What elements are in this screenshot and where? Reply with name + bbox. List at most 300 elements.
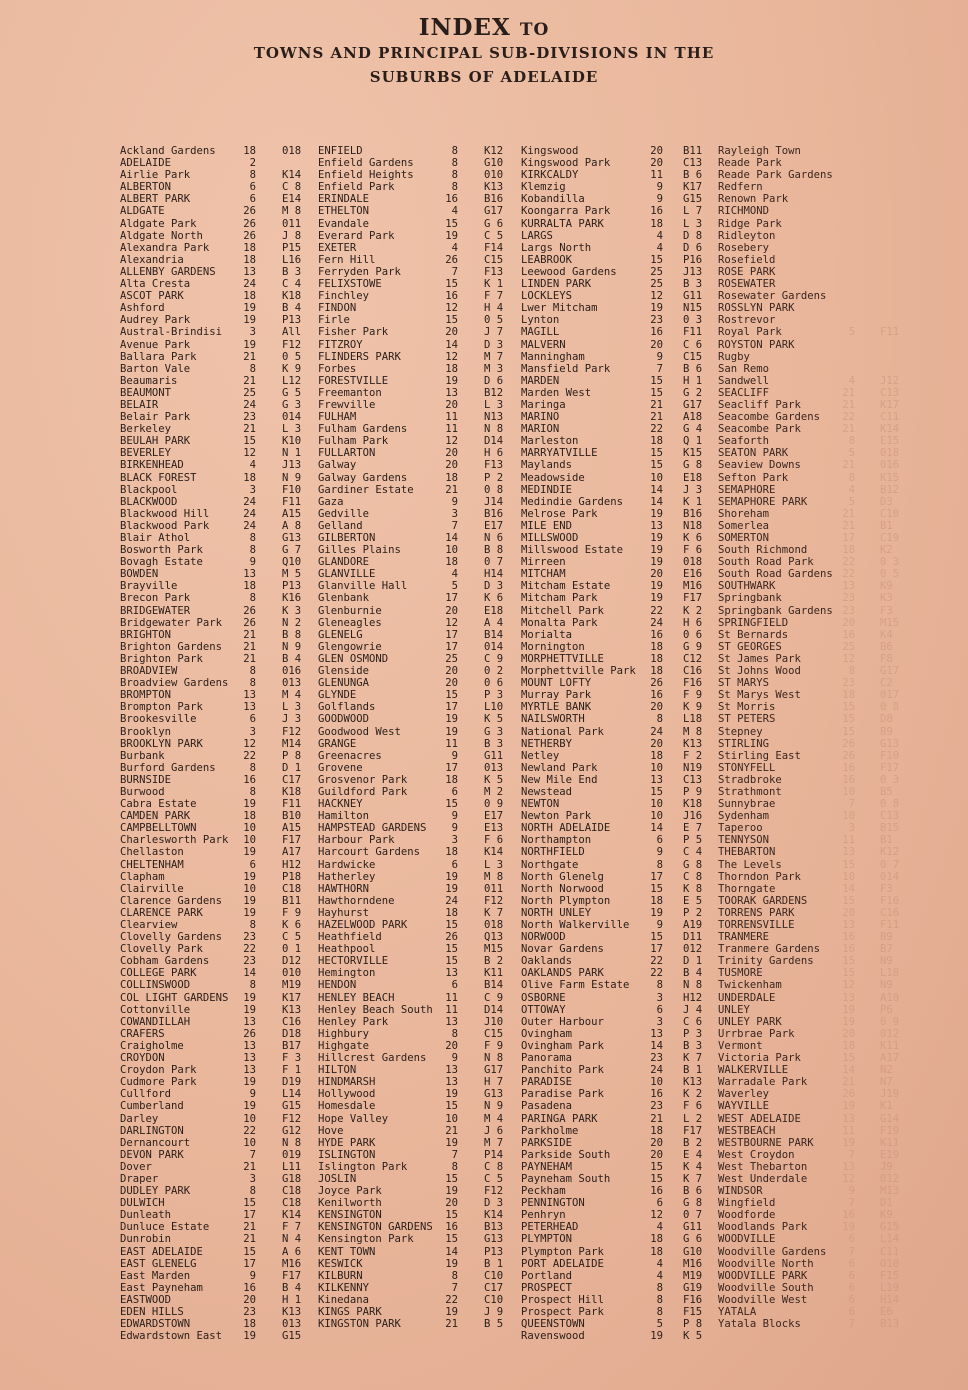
entry-name: QUEENSTOWN: [521, 1318, 585, 1331]
entry-name: Aldgate North: [120, 229, 203, 242]
entry-grid-ref: G13: [282, 532, 302, 544]
entry-name: Cobham Gardens: [120, 955, 210, 968]
entry-map-page: 19: [650, 302, 663, 315]
entry-map-page: 16: [842, 761, 855, 774]
entry-name: Renown Park: [718, 193, 789, 206]
entry-map-page: 16: [650, 628, 663, 641]
entry-map-page: 16: [842, 773, 855, 786]
entry-grid-ref: E16: [683, 568, 703, 581]
entry-grid-ref: K 3: [282, 604, 302, 617]
entry-name: MILE END: [521, 519, 573, 532]
entry-name: St Marys West: [718, 689, 801, 702]
entry-map-page: 20: [445, 1197, 458, 1210]
entry-grid-ref: E 4: [683, 1148, 703, 1161]
entry-map-page: 19: [650, 1330, 663, 1343]
entry-map-page: 18: [842, 689, 855, 702]
entry-map-page: 14: [650, 483, 663, 496]
entry-map-page: 11: [445, 411, 458, 424]
entry-name: Murray Park: [521, 689, 592, 702]
entry-map-page: 8: [848, 435, 855, 448]
entry-map-page: 18: [445, 471, 458, 484]
entry-name: ERINDALE: [318, 193, 370, 206]
entry-map-page: 23: [842, 592, 855, 605]
entry-name: Grovene: [318, 761, 363, 774]
entry-map-page: 23: [243, 1306, 256, 1318]
entry-name: Somerlea: [718, 519, 770, 532]
entry-name: SOMERTON: [718, 532, 770, 544]
entry-map-page: 6: [848, 1269, 855, 1282]
entry-map-page: 15: [445, 278, 458, 291]
entry-name: Woodlands Park: [718, 1221, 808, 1234]
entry-map-page: 17: [243, 1209, 256, 1222]
entry-map-page: 8: [249, 1185, 256, 1198]
entry-map-page: 7: [451, 1281, 458, 1294]
entry-map-page: 19: [445, 374, 458, 387]
entry-name: Broadview Gardens: [120, 677, 229, 690]
entry-map-page: 15: [650, 931, 663, 944]
entry-grid-ref: K14: [880, 423, 900, 436]
entry-map-page: 19: [650, 580, 663, 593]
entry-grid-ref: 0 8: [484, 483, 504, 496]
entry-map-page: 21: [243, 628, 256, 641]
entry-name: Blackwood Park: [120, 519, 210, 532]
entry-map-page: 10: [445, 1112, 458, 1125]
entry-map-page: 20: [445, 1039, 458, 1052]
entry-name: MILLSWOOD: [521, 532, 579, 544]
entry-grid-ref: B13: [484, 1221, 504, 1234]
entry-name: UNLEY PARK: [718, 1015, 782, 1028]
entry-map-page: 6: [848, 1233, 855, 1246]
entry-name: Greenacres: [318, 749, 382, 762]
entry-grid-ref: M 7: [484, 1136, 504, 1149]
entry-grid-ref: K 9: [683, 701, 703, 714]
entry-map-page: 9: [249, 556, 256, 569]
entry-name: Trinity Gardens: [718, 955, 814, 968]
entry-name: Clovelly Park: [120, 943, 203, 956]
entry-grid-ref: C13: [683, 773, 703, 786]
entry-map-page: 18: [650, 217, 663, 230]
entry-grid-ref: N 8: [484, 1052, 504, 1065]
entry-name: Glenbank: [318, 592, 370, 605]
entry-map-page: 16: [445, 1221, 458, 1234]
entry-name: THEBARTON: [718, 846, 776, 859]
entry-grid-ref: F17: [282, 1269, 302, 1282]
entry-map-page: 18: [445, 556, 458, 569]
entry-name: ROSE PARK: [718, 265, 776, 278]
entry-map-page: 8: [451, 1027, 458, 1040]
entry-name: SEATON PARK: [718, 447, 789, 460]
entry-name: Austral-Brindisi: [120, 326, 223, 339]
entry-map-page: 18: [650, 665, 663, 678]
entry-map-page: 15: [650, 785, 663, 798]
entry-grid-ref: K13: [683, 1076, 703, 1089]
entry-map-page: 7: [656, 362, 663, 375]
entry-name: Blackpool: [120, 483, 178, 496]
entry-name: Largs North: [521, 241, 592, 254]
entry-name: MORPHETTVILLE: [521, 652, 604, 665]
entry-grid-ref: C16: [282, 1015, 302, 1028]
entry-grid-ref: L 2: [683, 1112, 703, 1125]
entry-name: Stepney: [718, 725, 763, 738]
entry-name: Springbank: [718, 592, 782, 605]
entry-name: KINGSTON PARK: [318, 1318, 401, 1331]
entry-map-page: 25: [243, 386, 256, 399]
entry-name: KILBURN: [318, 1269, 363, 1282]
entry-name: OSBORNE: [521, 991, 566, 1004]
entry-name: Galway: [318, 459, 357, 472]
entry-name: Kobandilla: [521, 193, 585, 206]
subtitle-line-2: SUBURBS OF ADELAIDE: [369, 68, 599, 86]
entry-grid-ref: G 8: [683, 858, 703, 871]
entry-grid-ref: F3: [880, 882, 893, 895]
title-main: INDEX: [418, 14, 511, 41]
entry-name: ST MARYS: [718, 677, 770, 690]
entry-grid-ref: G17: [484, 1064, 504, 1077]
entry-name: Evandale: [318, 217, 370, 230]
entry-name: BEAUMONT: [120, 386, 172, 399]
entry-name: Morialta: [521, 628, 573, 641]
entry-name: Millswood Estate: [521, 544, 624, 557]
entry-name: BIRKENHEAD: [120, 459, 184, 472]
entry-name: Seacombe Park: [718, 423, 801, 436]
entry-grid-ref: F 7: [282, 1221, 302, 1234]
entry-name: Rosebery: [718, 241, 770, 254]
entry-name: GILBERTON: [318, 532, 376, 544]
entry-grid-ref: B12: [880, 483, 900, 496]
entry-grid-ref: C15: [484, 253, 504, 266]
entry-grid-ref: K10: [282, 435, 302, 448]
entry-name: Enfield Gardens: [318, 157, 414, 170]
entry-map-page: 15: [650, 374, 663, 387]
entry-grid-ref: L 3: [282, 701, 302, 714]
entry-name: UNLEY: [718, 1003, 750, 1016]
entry-name: Hamilton: [318, 810, 370, 823]
entry-grid-ref: N9: [880, 955, 893, 968]
entry-map-page: 4: [249, 459, 256, 472]
entry-name: Stirling East: [718, 749, 801, 762]
entry-map-page: 16: [842, 931, 855, 944]
entry-grid-ref: C16: [880, 906, 900, 919]
entry-grid-ref: P 9: [683, 785, 703, 798]
entry-map-page: 19: [243, 1100, 256, 1113]
entry-grid-ref: A10: [880, 991, 900, 1004]
entry-name: Shoreham: [718, 507, 770, 520]
entry-map-page: 6: [848, 1257, 855, 1270]
entry-grid-ref: C 5: [484, 1172, 504, 1185]
entry-grid-ref: F 9: [683, 689, 703, 702]
entry-grid-ref: K17: [683, 181, 703, 194]
entry-grid-ref: P18: [282, 870, 302, 883]
entry-name: Brighton Park: [120, 652, 203, 665]
entry-grid-ref: G 7: [282, 544, 302, 557]
entry-name: EDEN HILLS: [120, 1306, 184, 1318]
entry-grid-ref: D14: [484, 435, 504, 448]
entry-map-page: 13: [842, 1112, 855, 1125]
entry-map-page: 24: [650, 725, 663, 738]
entry-map-page: 20: [842, 906, 855, 919]
entry-map-page: 18: [650, 640, 663, 653]
entry-map-page: 12: [445, 435, 458, 448]
entry-name: South Richmond: [718, 544, 808, 557]
entry-map-page: 21: [243, 423, 256, 436]
entry-map-page: 12: [842, 1172, 855, 1185]
entry-grid-ref: N 8: [484, 423, 504, 436]
entry-grid-ref: B6: [880, 640, 893, 653]
entry-map-page: 23: [650, 1052, 663, 1065]
entry-grid-ref: J 8: [282, 229, 302, 242]
entry-name: JOSLIN: [318, 1172, 357, 1185]
entry-grid-ref: C 9: [484, 652, 504, 665]
entry-name: Warradale Park: [718, 1076, 808, 1089]
entry-map-page: 15: [650, 386, 663, 399]
entry-grid-ref: Q13: [484, 931, 504, 944]
entry-name: Brighton Gardens: [120, 640, 223, 653]
entry-name: COLLINSWOOD: [120, 979, 191, 992]
entry-map-page: 6: [656, 1197, 663, 1210]
entry-grid-ref: E18: [484, 604, 504, 617]
entry-name: Enfield Park: [318, 181, 395, 194]
entry-grid-ref: C17: [484, 1281, 504, 1294]
entry-name: KILKENNY: [318, 1281, 370, 1294]
entry-map-page: 21: [842, 386, 855, 399]
entry-map-page: 21: [842, 519, 855, 532]
index-title: [0, 14, 968, 41]
entry-grid-ref: A18: [683, 411, 703, 424]
entry-map-page: 21: [445, 1124, 458, 1137]
entry-map-page: 21: [650, 411, 663, 424]
entry-grid-ref: K12: [880, 846, 900, 859]
entry-map-page: 10: [842, 870, 855, 883]
entry-map-page: 6: [249, 713, 256, 726]
entry-grid-ref: B 1: [484, 1257, 504, 1270]
entry-name: Fulham Park: [318, 435, 389, 448]
entry-grid-ref: D18: [282, 1027, 302, 1040]
entry-map-page: 22: [650, 604, 663, 617]
entry-name: Firle: [318, 314, 350, 327]
entry-name: SEMAPHORE: [718, 483, 776, 496]
entry-grid-ref: F11: [880, 919, 900, 931]
entry-map-page: 26: [842, 737, 855, 750]
entry-grid-ref: P14: [484, 1148, 504, 1161]
entry-grid-ref: E 5: [683, 894, 703, 907]
entry-name: MARINO: [521, 411, 560, 424]
entry-name: LARGS: [521, 229, 553, 242]
entry-map-page: 12: [650, 290, 663, 303]
entry-map-page: 19: [243, 894, 256, 907]
entry-grid-ref: B15: [880, 822, 900, 835]
entry-grid-ref: G11: [484, 749, 504, 762]
entry-grid-ref: L 7: [683, 205, 703, 218]
entry-map-page: 19: [243, 1003, 256, 1016]
entry-grid-ref: A 6: [282, 1245, 302, 1258]
entry-name: Ridleyton: [718, 229, 776, 242]
entry-name: HILTON: [318, 1064, 357, 1077]
entry-name: Aldgate Park: [120, 217, 197, 230]
entry-name: Alexandria: [120, 253, 184, 266]
entry-map-page: 10: [650, 810, 663, 823]
entry-map-page: 13: [445, 386, 458, 399]
entry-grid-ref: K13: [282, 1306, 302, 1318]
entry-grid-ref: B 6: [683, 1185, 703, 1198]
entry-name: CAMDEN PARK: [120, 810, 191, 823]
entry-map-page: 3: [451, 507, 458, 520]
entry-map-page: 13: [243, 701, 256, 714]
entry-name: KENSINGTON: [318, 1209, 382, 1222]
entry-map-page: 3: [249, 483, 256, 496]
entry-grid-ref: F16: [880, 894, 900, 907]
entry-map-page: 10: [842, 810, 855, 823]
entry-map-page: 14: [445, 338, 458, 351]
entry-map-page: 6: [249, 181, 256, 194]
entry-name: Kinedana: [318, 1293, 370, 1306]
entry-grid-ref: K4: [880, 628, 893, 641]
entry-grid-ref: B 3: [282, 265, 302, 278]
entry-grid-ref: B 6: [683, 362, 703, 375]
entry-name: St James Park: [718, 652, 801, 665]
entry-map-page: 19: [243, 302, 256, 315]
entry-map-page: 15: [650, 1160, 663, 1173]
entry-name: Clarence Gardens: [120, 894, 223, 907]
entry-name: Cottonville: [120, 1003, 191, 1016]
entry-name: Bridgewater Park: [120, 616, 223, 629]
entry-name: Golflands: [318, 701, 376, 714]
entry-grid-ref: B17: [282, 1039, 302, 1052]
entry-name: CLARENCE PARK: [120, 906, 203, 919]
entry-map-page: 12: [445, 350, 458, 363]
entry-grid-ref: B9: [880, 725, 893, 738]
entry-name: Dernancourt: [120, 1136, 191, 1149]
entry-grid-ref: G13: [484, 1088, 504, 1101]
entry-grid-ref: M19: [683, 1269, 703, 1282]
entry-map-page: 16: [650, 326, 663, 339]
entry-map-page: 19: [445, 713, 458, 726]
entry-grid-ref: K18: [683, 798, 703, 811]
entry-grid-ref: H 1: [683, 374, 703, 387]
entry-name: National Park: [521, 725, 604, 738]
entry-grid-ref: D19: [282, 1076, 302, 1089]
entry-map-page: 7: [451, 265, 458, 278]
entry-name: Hardwicke: [318, 858, 376, 871]
entry-map-page: 19: [650, 532, 663, 544]
entry-map-page: 21: [842, 459, 855, 472]
entry-map-page: 15: [842, 725, 855, 738]
entry-name: Kenilworth: [318, 1197, 382, 1210]
entry-name: Rostrevor: [718, 314, 776, 327]
entry-map-page: 15: [650, 253, 663, 266]
entry-name: Blackwood Hill: [120, 507, 210, 520]
entry-name: KINGS PARK: [318, 1306, 382, 1318]
entry-name: KIRKCALDY: [521, 169, 579, 182]
entry-map-page: 18: [650, 1233, 663, 1246]
entry-name: SEMAPHORE PARK: [718, 495, 808, 508]
entry-name: WESTBOURNE PARK: [718, 1136, 814, 1149]
entry-map-page: 16: [842, 1209, 855, 1222]
entry-name: Manningham: [521, 350, 585, 363]
entry-grid-ref: B 3: [683, 278, 703, 291]
entry-map-page: 25: [650, 265, 663, 278]
entry-name: Rugby: [718, 350, 750, 363]
entry-name: St Johns Wood: [718, 665, 801, 678]
entry-name: Maylands: [521, 459, 573, 472]
entry-map-page: 14: [445, 532, 458, 544]
entry-grid-ref: Q10: [282, 556, 302, 569]
entry-name: Seaview Downs: [718, 459, 801, 472]
entry-name: Guildford Park: [318, 785, 408, 798]
entry-grid-ref: B1: [880, 519, 893, 532]
entry-grid-ref: K17: [880, 398, 900, 411]
entry-name: Ferryden Park: [318, 265, 401, 278]
entry-name: MARION: [521, 423, 560, 436]
entry-map-page: 16: [650, 1088, 663, 1101]
entry-map-page: 13: [243, 1064, 256, 1077]
entry-grid-ref: D8: [880, 713, 893, 726]
entry-grid-ref: 018: [484, 919, 504, 931]
entry-grid-ref: 0 2: [484, 665, 504, 678]
entry-map-page: 19: [243, 338, 256, 351]
entry-name: Northgate: [521, 858, 579, 871]
entry-map-page: 21: [243, 1221, 256, 1234]
entry-map-page: 11: [650, 169, 663, 182]
entry-grid-ref: M16: [683, 580, 703, 593]
entry-name: Ovingham Park: [521, 1039, 604, 1052]
entry-map-page: 15: [445, 1100, 458, 1113]
entry-map-page: 8: [249, 169, 256, 182]
entry-map-page: 16: [445, 193, 458, 206]
entry-map-page: 11: [445, 1003, 458, 1016]
entry-grid-ref: E19: [880, 1148, 900, 1161]
entry-map-page: 26: [842, 1088, 855, 1101]
entry-grid-ref: G 3: [484, 725, 504, 738]
entry-map-page: 14: [842, 1064, 855, 1077]
entry-grid-ref: P15: [282, 241, 302, 254]
entry-name: St Morris: [718, 701, 776, 714]
entry-grid-ref: G13: [484, 1233, 504, 1246]
entry-name: Alta Cresta: [120, 278, 191, 291]
entry-grid-ref: D 3: [484, 1197, 504, 1210]
entry-name: TORRENS PARK: [718, 906, 795, 919]
entry-map-page: 8: [656, 858, 663, 871]
entry-grid-ref: 0 7: [484, 556, 504, 569]
entry-grid-ref: C 8: [683, 870, 703, 883]
entry-name: BLACK FOREST: [120, 471, 197, 484]
entry-grid-ref: H 7: [484, 1076, 504, 1089]
entry-name: Monalta Park: [521, 616, 598, 629]
entry-grid-ref: P 5: [683, 834, 703, 847]
entry-name: PROSPECT: [521, 1281, 573, 1294]
entry-name: San Remo: [718, 362, 770, 375]
entry-name: MOUNT LOFTY: [521, 677, 592, 690]
entry-map-page: 23: [650, 314, 663, 327]
entry-name: Charlesworth Park: [120, 834, 229, 847]
entry-map-page: 8: [249, 677, 256, 690]
entry-name: Oaklands: [521, 955, 573, 968]
entry-grid-ref: G19: [683, 1281, 703, 1294]
entry-map-page: 13: [243, 265, 256, 278]
entry-name: Meadowside: [521, 471, 585, 484]
entry-grid-ref: G17: [880, 665, 900, 678]
entry-map-page: 9: [656, 919, 663, 931]
entry-name: Penhryn: [521, 1209, 566, 1222]
entry-name: Parkholme: [521, 1124, 579, 1137]
entry-name: Gilles Plains: [318, 544, 401, 557]
entry-grid-ref: F12: [282, 1112, 302, 1125]
entry-map-page: 20: [842, 1027, 855, 1040]
entry-map-page: 12: [445, 616, 458, 629]
entry-grid-ref: F12: [282, 725, 302, 738]
entry-map-page: 19: [243, 906, 256, 919]
entry-name: Morphettville Park: [521, 665, 636, 678]
entry-map-page: 23: [842, 604, 855, 617]
